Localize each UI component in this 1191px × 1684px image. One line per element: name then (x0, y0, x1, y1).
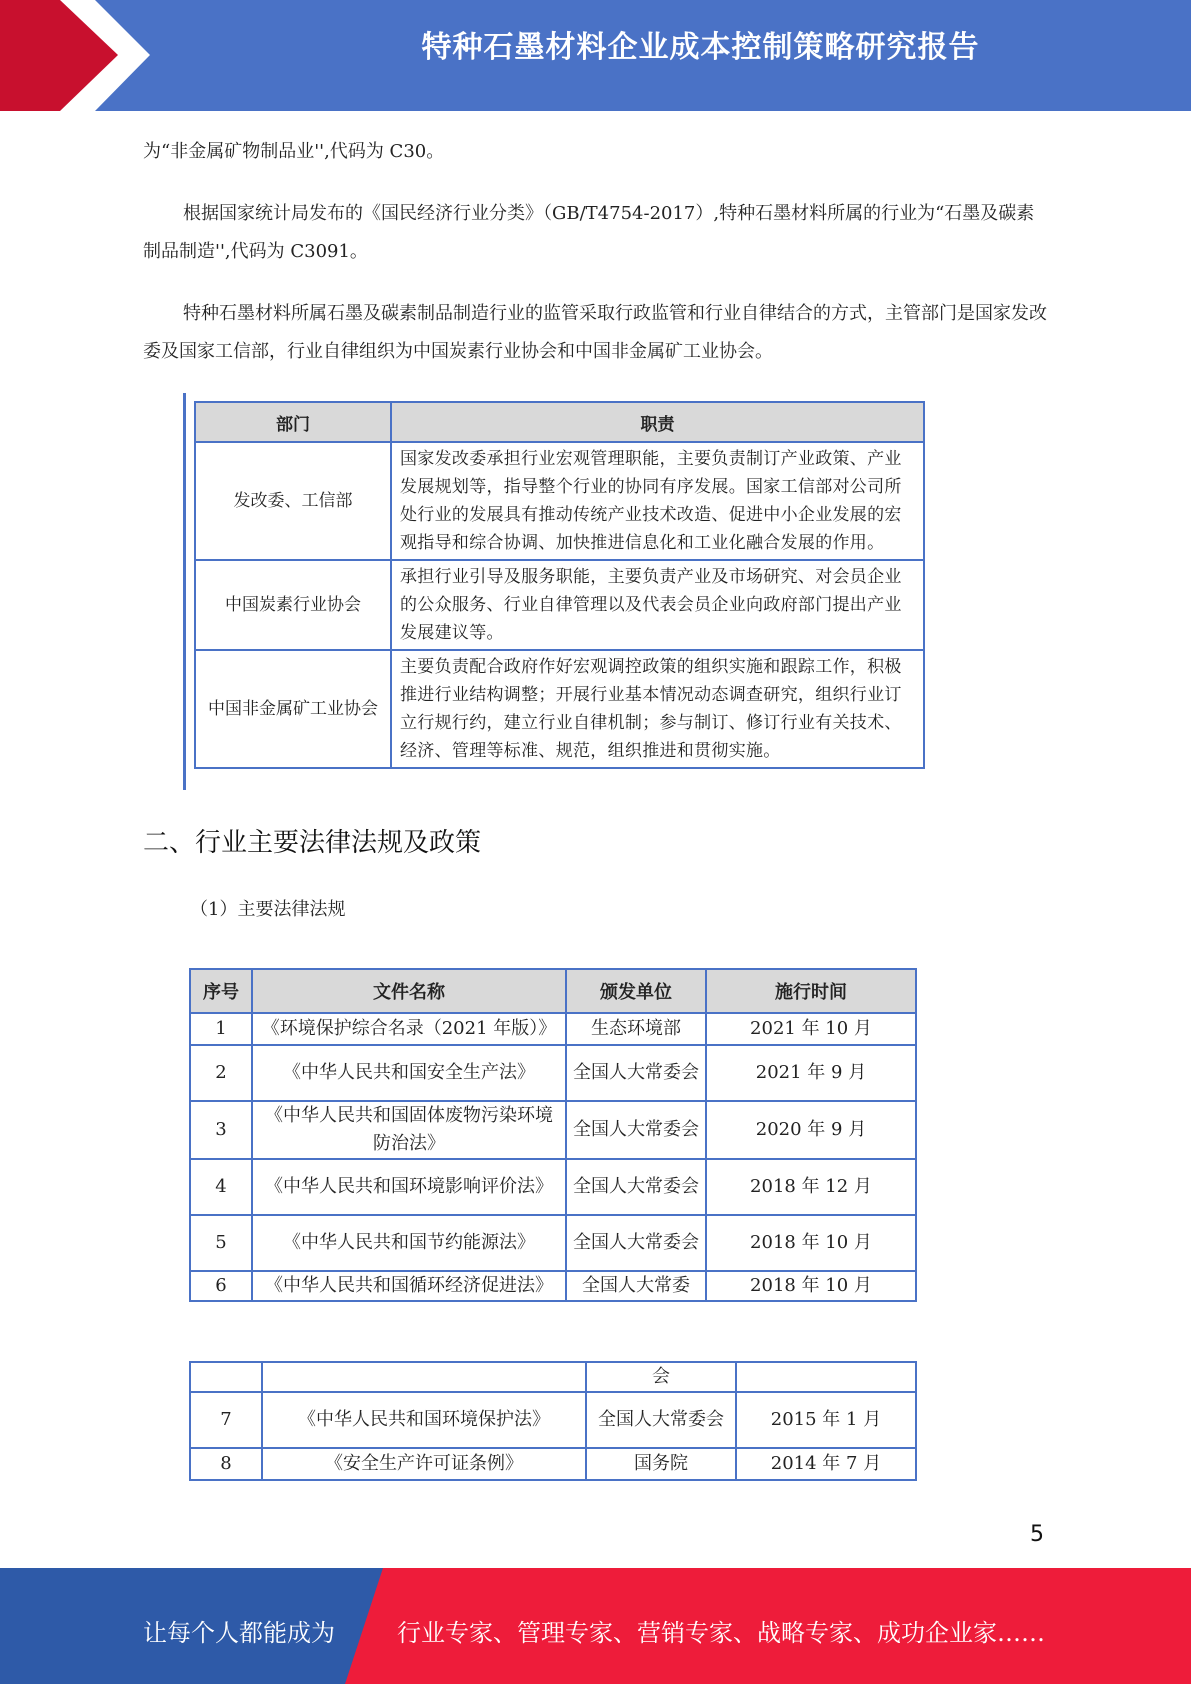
page-number: 5 (1030, 1522, 1044, 1547)
footer-slogan-left: 让每个人都能成为 (143, 1619, 335, 1647)
duty-cell: 承担行业引导及服务职能，主要负责产业及市场研究、对会员企业的公众服务、行业自律管理以及代表会员企业向政府部门提出产业发展建议等。 (391, 560, 924, 650)
row-number: 4 (190, 1159, 252, 1215)
dept-cell: 中国非金属矿工业协会 (195, 650, 391, 768)
effective-date: 2018 年 12 月 (706, 1159, 916, 1215)
regulator-table (194, 401, 925, 769)
paragraph-1: 为“非金属矿物制品业'',代码为 C30。 (143, 141, 445, 162)
table-row (190, 1159, 916, 1215)
column-header: 职责 (391, 402, 924, 442)
document-name: 《中华人民共和国循环经济促进法》 (252, 1271, 566, 1301)
document-name: 《中华人民共和国节约能源法》 (252, 1215, 566, 1271)
row-number: 8 (190, 1448, 262, 1480)
paragraph-2: 根据国家统计局发布的《国民经济行业分类》（GB/T4754-2017）,特种石墨材料所属的行业为“石墨及碳素制品制造'',代码为 C3091。 (143, 203, 1035, 262)
subsection-heading: （1）主要法律法规 (190, 899, 346, 920)
row-number: 3 (190, 1101, 252, 1159)
column-header: 序号 (190, 969, 252, 1013)
dept-cell: 中国炭素行业协会 (195, 560, 391, 650)
issuing-unit: 全国人大常委会 (586, 1392, 736, 1448)
effective-date: 2020 年 9 月 (706, 1101, 916, 1159)
dept-cell: 发改委、工信部 (195, 442, 391, 560)
duty-cell: 主要负责配合政府作好宏观调控政策的组织实施和跟踪工作，积极推进行业结构调整；开展行业基本情况动态调查研究，组织行业订立行规行约，建立行业自律机制；参与制订、修订行业有关技术、经济、管理等标准、规范，组织推进和贯彻实施。 (391, 650, 924, 768)
table-row (190, 1045, 916, 1101)
document-name: 《环境保护综合名录（2021 年版）》 (252, 1013, 566, 1045)
document-name: 《安全生产许可证条例》 (262, 1448, 586, 1480)
header-arrow-decoration (0, 0, 160, 111)
effective-date: 2021 年 9 月 (706, 1045, 916, 1101)
issuing-unit: 全国人大常委会 (566, 1215, 706, 1271)
document-name: 《中华人民共和国环境保护法》 (262, 1392, 586, 1448)
table-row (195, 650, 924, 768)
table-row (190, 1101, 916, 1159)
table-row (190, 1448, 916, 1480)
effective-date (736, 1362, 916, 1392)
issuing-unit: 全国人大常委会 (566, 1045, 706, 1101)
effective-date: 2018 年 10 月 (706, 1215, 916, 1271)
document-name: 《中华人民共和国固体废物污染环境防治法》 (252, 1101, 566, 1159)
table-row (190, 1362, 916, 1392)
row-number: 2 (190, 1045, 252, 1101)
column-header: 施行时间 (706, 969, 916, 1013)
document-name: 《中华人民共和国环境影响评价法》 (252, 1159, 566, 1215)
document-name (262, 1362, 586, 1392)
table-accent-bar (183, 393, 186, 790)
issuing-unit: 全国人大常委会 (566, 1159, 706, 1215)
section-heading: 二、行业主要法律法规及政策 (143, 828, 482, 858)
table-row (195, 442, 924, 560)
row-number: 5 (190, 1215, 252, 1271)
table-row (190, 1271, 916, 1301)
paragraph-3: 特种石墨材料所属石墨及碳素制品制造行业的监管采取行政监管和行业自律结合的方式，主管部门是国家发改委及国家工信部，行业自律组织为中国炭素行业协会和中国非金属矿工业协会。 (143, 303, 1047, 362)
issuing-unit: 生态环境部 (566, 1013, 706, 1045)
column-header: 文件名称 (252, 969, 566, 1013)
column-header: 部门 (195, 402, 391, 442)
column-header: 颁发单位 (566, 969, 706, 1013)
effective-date: 2021 年 10 月 (706, 1013, 916, 1045)
row-number: 1 (190, 1013, 252, 1045)
row-number (190, 1362, 262, 1392)
issuing-unit: 全国人大常委会 (566, 1101, 706, 1159)
table-header-row (190, 969, 916, 1013)
page-footer (0, 1568, 1191, 1684)
table-row (190, 1215, 916, 1271)
effective-date: 2015 年 1 月 (736, 1392, 916, 1448)
duty-cell: 国家发改委承担行业宏观管理职能，主要负责制订产业政策、产业发展规划等，指导整个行业的协同有序发展。国家工信部对公司所处行业的发展具有推动传统产业技术改造、促进中小企业发展的宏观指导和综合协调、加快推进信息化和工业化融合发展的作用。 (391, 442, 924, 560)
document-title: 特种石墨材料企业成本控制策略研究报告 (421, 30, 980, 65)
issuing-unit: 国务院 (586, 1448, 736, 1480)
effective-date: 2014 年 7 月 (736, 1448, 916, 1480)
table-row (190, 1013, 916, 1045)
row-number: 7 (190, 1392, 262, 1448)
document-name: 《中华人民共和国安全生产法》 (252, 1045, 566, 1101)
table-header-row (195, 402, 924, 442)
table-row (190, 1392, 916, 1448)
footer-slogan-right: 行业专家、管理专家、营销专家、战略专家、成功企业家…… (397, 1619, 1045, 1647)
issuing-unit: 全国人大常委 (566, 1271, 706, 1301)
issuing-unit: 会 (586, 1362, 736, 1392)
effective-date: 2018 年 10 月 (706, 1271, 916, 1301)
laws-table (189, 968, 917, 1302)
row-number: 6 (190, 1271, 252, 1301)
page-header (0, 0, 1191, 111)
table-row (195, 560, 924, 650)
laws-table-continued (189, 1361, 917, 1481)
